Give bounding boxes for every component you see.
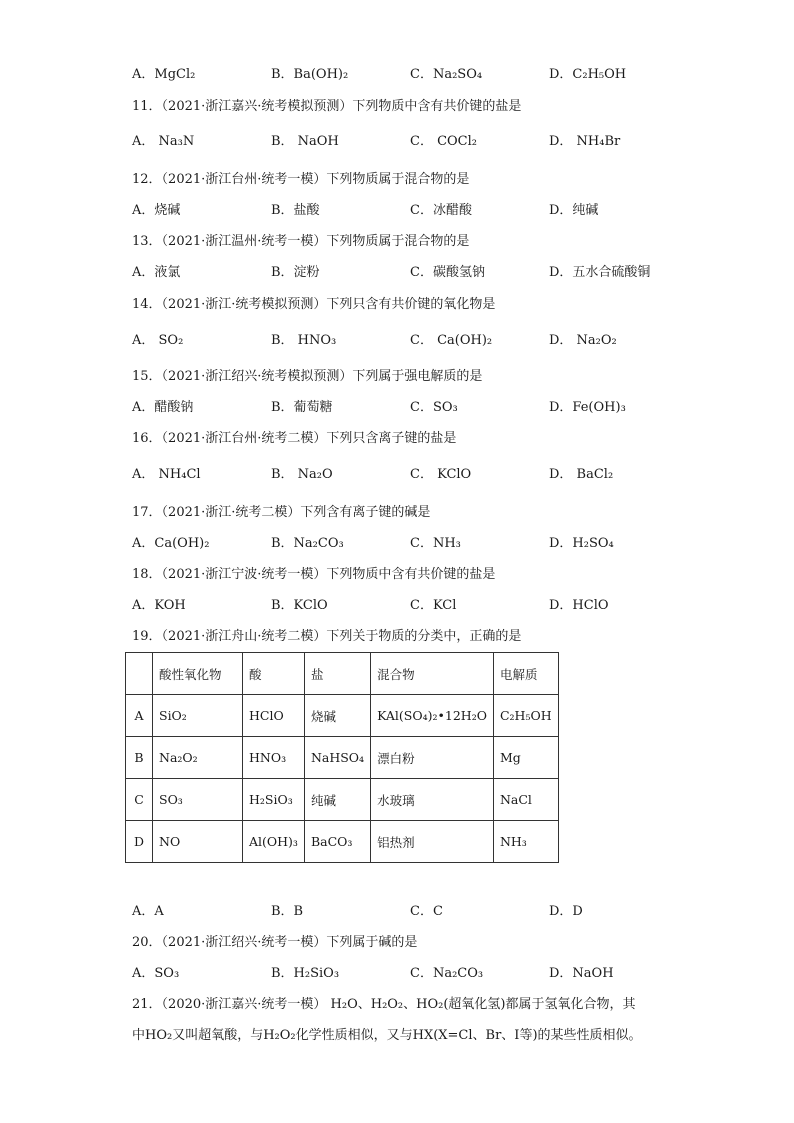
question-stem: 18．（2021·浙江宁波·统考一模）下列物质中含有共价键的盐是 (132, 567, 496, 582)
option-c: C． KClO (410, 467, 472, 482)
option-c: C． COCl₂ (410, 134, 477, 149)
question-stem: 17．（2021·浙江·统考二模）下列含有离子键的碱是 (132, 505, 431, 520)
table-cell: D (126, 821, 153, 863)
option-b: B．Ba(OH)₂ (271, 67, 349, 82)
option-b: B．葡萄糖 (271, 400, 333, 415)
option-c: C． Ca(OH)₂ (410, 333, 493, 348)
table-row (126, 821, 559, 863)
table-header-cell: 混合物 (371, 653, 494, 695)
option-a: A．KOH (132, 598, 186, 613)
option-d: D．NaOH (549, 966, 614, 981)
question-stem: 13．（2021·浙江温州·统考一模）下列物质属于混合物的是 (132, 234, 470, 249)
option-a: A．MgCl₂ (132, 67, 196, 82)
table-cell: C (126, 779, 153, 821)
option-a: A． SO₂ (132, 333, 184, 348)
option-b: B．B (271, 904, 304, 919)
table-header-cell: 酸 (243, 653, 305, 695)
table-row (126, 737, 559, 779)
option-c: C．SO₃ (410, 400, 458, 415)
table-cell: KAl(SO₄)₂•12H₂O (371, 695, 494, 737)
option-d: D． Na₂O₂ (549, 333, 617, 348)
table-header-cell: 盐 (304, 653, 370, 695)
option-d: D．HClO (549, 598, 609, 613)
table-row (126, 779, 559, 821)
option-a: A．液氯 (132, 265, 181, 280)
option-a: A．SO₃ (132, 966, 180, 981)
question-stem-continuation: 中HO₂又叫超氧酸，与H₂O₂化学性质相似，又与HX(X=Cl、Br、I等)的某些性质相似。 (132, 1028, 642, 1043)
table-cell: Na₂O₂ (153, 737, 243, 779)
table-cell: NH₃ (493, 821, 558, 863)
option-a: A．Ca(OH)₂ (132, 536, 210, 551)
option-c: C．KCl (410, 598, 457, 613)
table-cell: 漂白粉 (371, 737, 494, 779)
option-b: B．盐酸 (271, 203, 320, 218)
option-c: C．C (410, 904, 443, 919)
option-a: A． Na₃N (132, 134, 195, 149)
option-b: B． HNO₃ (271, 333, 337, 348)
table-cell: A (126, 695, 153, 737)
classification-table (125, 652, 559, 863)
option-a: A．A (132, 904, 164, 919)
option-d: D．五水合硫酸铜 (549, 265, 651, 280)
table-cell: C₂H₅OH (493, 695, 558, 737)
table-cell: 纯碱 (304, 779, 370, 821)
table-header-row (126, 653, 559, 695)
question-stem: 14．（2021·浙江·统考模拟预测）下列只含有共价键的氧化物是 (132, 297, 496, 312)
table-cell: 烧碱 (304, 695, 370, 737)
option-c: C．Na₂CO₃ (410, 966, 484, 981)
table-header-cell: 电解质 (493, 653, 558, 695)
option-b: B． NaOH (271, 134, 339, 149)
option-b: B．淀粉 (271, 265, 320, 280)
option-d: D．纯碱 (549, 203, 599, 218)
table-cell: NaHSO₄ (304, 737, 370, 779)
question-stem: 11．（2021·浙江嘉兴·统考模拟预测）下列物质中含有共价键的盐是 (132, 99, 522, 114)
option-c: C．冰醋酸 (410, 203, 472, 218)
table-cell: B (126, 737, 153, 779)
table-cell: Al(OH)₃ (243, 821, 305, 863)
table-cell: BaCO₃ (304, 821, 370, 863)
option-d: D．C₂H₅OH (549, 67, 627, 82)
table-cell: H₂SiO₃ (243, 779, 305, 821)
option-c: C．Na₂SO₄ (410, 67, 483, 82)
option-c: C．NH₃ (410, 536, 461, 551)
option-d: D． NH₄Br (549, 134, 621, 149)
question-stem: 21．（2020·浙江嘉兴·统考一模） H₂O、H₂O₂、HO₂(超氧化氢)都属于氢氧化合物，其 (132, 997, 636, 1012)
table-cell: 铝热剂 (371, 821, 494, 863)
table-cell: 水玻璃 (371, 779, 494, 821)
table-row (126, 695, 559, 737)
table-cell: SO₃ (153, 779, 243, 821)
question-stem: 19．（2021·浙江舟山·统考二模）下列关于物质的分类中，正确的是 (132, 629, 522, 644)
question-stem: 12．（2021·浙江台州·统考一模）下列物质属于混合物的是 (132, 172, 470, 187)
table-cell: Mg (493, 737, 558, 779)
option-b: B．KClO (271, 598, 328, 613)
option-d: D． BaCl₂ (549, 467, 614, 482)
table-cell: HClO (243, 695, 305, 737)
option-d: D．H₂SO₄ (549, 536, 614, 551)
option-b: B． Na₂O (271, 467, 333, 482)
table-header-cell: 酸性氧化物 (153, 653, 243, 695)
question-stem: 20．（2021·浙江绍兴·统考一模）下列属于碱的是 (132, 935, 418, 950)
table-cell: NaCl (493, 779, 558, 821)
question-stem: 16．（2021·浙江台州·统考二模）下列只含离子键的盐是 (132, 431, 457, 446)
table-cell: NO (153, 821, 243, 863)
option-a: A．醋酸钠 (132, 400, 194, 415)
question-stem: 15．（2021·浙江绍兴·统考模拟预测）下列属于强电解质的是 (132, 369, 483, 384)
table-header-cell (126, 653, 153, 695)
option-a: A．烧碱 (132, 203, 181, 218)
option-c: C．碳酸氢钠 (410, 265, 485, 280)
option-b: B．H₂SiO₃ (271, 966, 340, 981)
option-b: B．Na₂CO₃ (271, 536, 344, 551)
option-d: D．D (549, 904, 583, 919)
option-d: D．Fe(OH)₃ (549, 400, 626, 415)
option-a: A． NH₄Cl (132, 467, 201, 482)
table-cell: SiO₂ (153, 695, 243, 737)
table-cell: HNO₃ (243, 737, 305, 779)
